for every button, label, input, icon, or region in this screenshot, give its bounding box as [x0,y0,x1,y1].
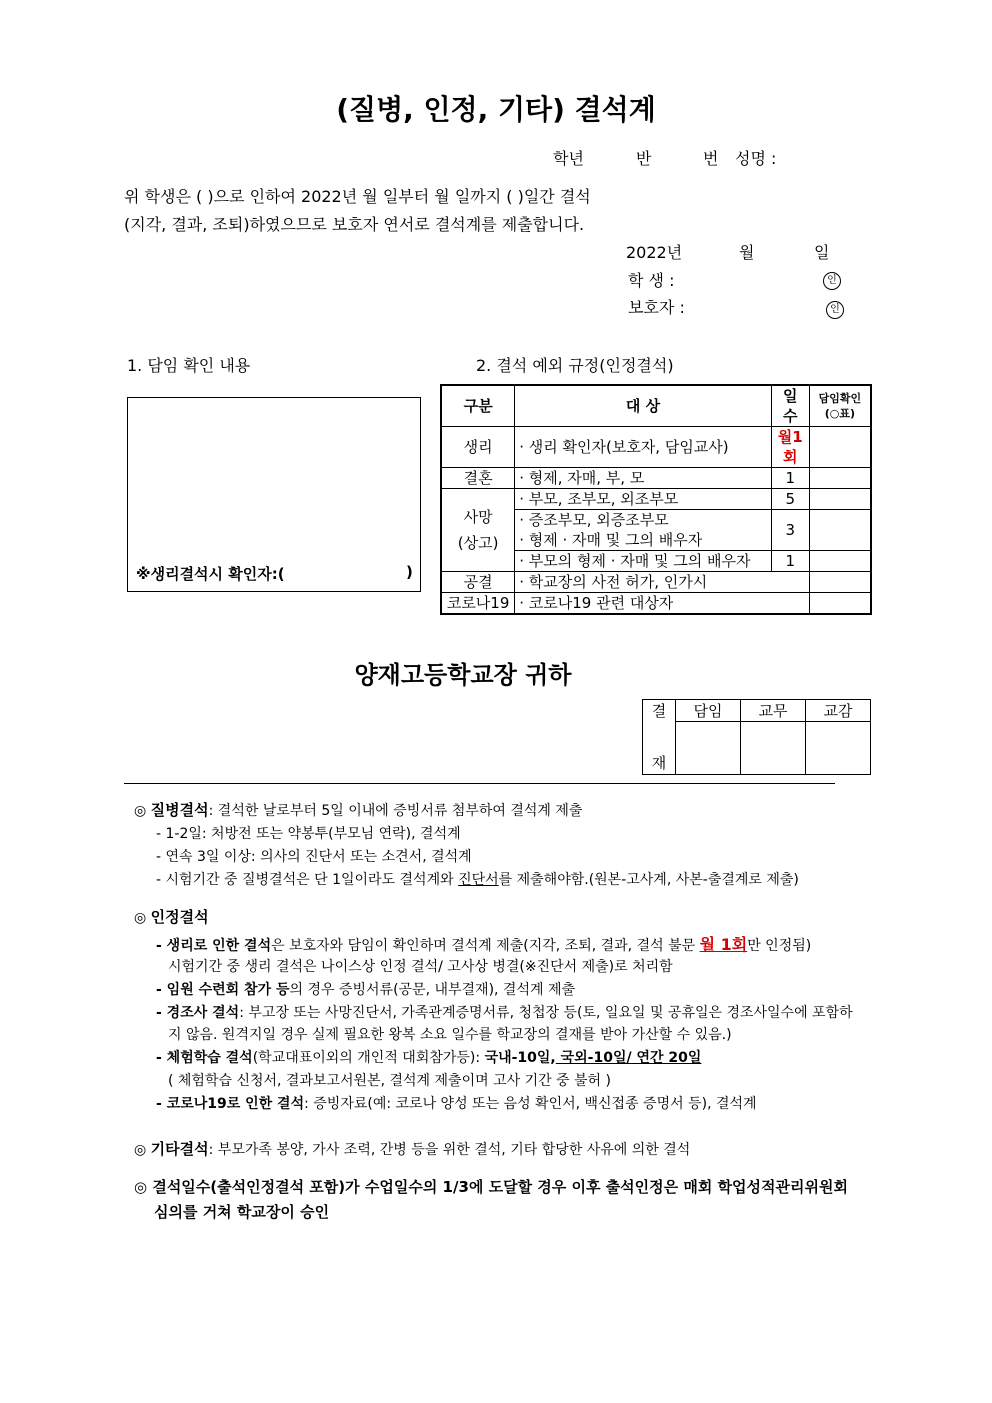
number-label: 번 [703,149,719,168]
note-item-exam [156,869,799,889]
covid-bold: - 코로나19로 인한 결석 [156,1096,305,1112]
approval-side-bottom: 재 [651,754,667,772]
covid-text: : 증빙자료(예: 코로나 양성 또는 음성 확인서, 백신접종 증명서 등), 결석계 [304,1096,757,1112]
row-target: · 형제, 자매, 부, 모 [515,468,772,489]
statement-line-2: (지각, 결과, 조퇴)하였으므로 보호자 연서로 결석계를 제출합니다. [124,215,585,234]
exp-overseas: 국외-10일/ 연간 20일 [555,1050,702,1066]
class-label: 반 [636,149,652,168]
approval-side-top: 결 [651,702,667,720]
note-mark: ◎ [134,1142,147,1158]
note-desc: : 결석한 날로부터 5일 이내에 증빙서류 첨부하여 결석계 제출 [208,803,583,819]
row-target: · 부모, 조부모, 외조부모 [515,489,772,510]
row-check-cell[interactable] [809,572,871,593]
approval-col-homeroom: 담임 [676,700,741,722]
table-row [441,593,871,615]
note-item-training [156,979,575,999]
row-days: 1 [771,468,809,489]
row-check-cell[interactable] [809,551,871,572]
row-check-cell[interactable] [809,510,871,551]
period-text-end: 만 인정됨) [747,938,812,954]
student-seal: 인 [823,272,841,290]
row-target: · 코로나19 관련 대상자 [515,593,809,615]
section2-heading: 2. 결석 예외 규정(인정결석) [476,356,674,375]
col-homeroom-check-mark: (○표) [824,407,855,420]
row-target-line: · 형제 · 자매 및 그의 배우자 [519,531,703,549]
table-row [441,468,871,489]
row-category: 공결 [441,572,515,593]
row-days: 월1회 [771,427,809,468]
row-check-cell[interactable] [809,427,871,468]
note-item-experience [156,1047,701,1067]
approval-sign-homeroom[interactable] [676,722,741,775]
approval-box [642,699,871,775]
note-item-period-exam: 시험기간 중 생리 결석은 나이스상 인정 결석/ 고사상 병결(※진단서 제출)로 처리함 [168,959,673,975]
note-final [134,1176,848,1197]
note-final-line1: 결석일수(출석인정결석 포함)가 수업일수의 1/3에 도달할 경우 이후 출석인정은 매회 학업성적관리위원회 [152,1178,848,1196]
note-other [134,1138,690,1159]
row-target: · 학교장의 사전 허가, 인가시 [515,572,809,593]
note-title: 인정결석 [150,908,209,926]
row-days: 1 [771,551,809,572]
homeroom-confirm-box [127,397,421,592]
divider [124,783,835,784]
approval-col-academic: 교무 [741,700,806,722]
note-item-event [156,1002,853,1022]
date-year: 2022년 [626,243,683,262]
exception-rules-table [440,384,872,615]
grade-label: 학년 [553,149,584,168]
row-target-line: · 증조부모, 외증조부모 [519,511,669,529]
exam-text: - 시험기간 중 질병결석은 단 1일이라도 결석계와 [156,872,459,888]
note-item-covid [156,1093,757,1113]
note-mark: ◎ [134,803,147,819]
note-item-event-cont: 지 않음. 원격지일 경우 실제 필요한 왕복 소요 일수를 학교장의 결재를 받아 가산할 수 있음.) [168,1027,732,1043]
row-check-cell[interactable] [809,593,871,615]
approval-sign-vice-principal[interactable] [806,722,871,775]
exp-text: (학교대표이외의 개인적 대회참가등): [252,1050,485,1066]
note-title: 질병결석 [150,801,209,819]
period-confirm-label: ※생리결석시 확인자:( [136,565,285,583]
date-day: 일 [814,243,830,262]
row-category-death [441,489,515,572]
note-desc: : 부모가족 봉양, 가사 조력, 간병 등을 위한 결석, 기타 합당한 사유에 의한 결석 [208,1142,691,1158]
row-days: 5 [771,489,809,510]
period-text: 은 보호자와 담임이 확인하며 결석계 제출(지각, 조퇴, 결과, 결석 불문 [271,938,700,954]
row-days: 3 [771,510,809,551]
note-title: 기타결석 [150,1140,209,1158]
event-bold: - 경조사 결석 [156,1005,240,1021]
row-target-multi [515,510,772,551]
table-row [441,572,871,593]
row-category: 코로나19 [441,593,515,615]
training-bold: - 임원 수련회 참가 등 [156,982,290,998]
note-final-line2: 심의를 거쳐 학교장이 승인 [154,1203,330,1221]
approval-side [643,700,676,775]
addressee: 양재고등학교장 귀하 [354,661,572,689]
note-mark: ◎ [134,910,147,926]
guardian-seal: 인 [826,301,844,319]
event-text: : 부고장 또는 사망진단서, 가족관계증명서류, 청첩장 등(토, 일요일 및 공휴일은 경조사일수에 포함하 [239,1005,853,1021]
period-limit: 월 1회 [699,935,748,954]
note-item-experience-cont: ( 체험학습 신청서, 결과보고서원본, 결석계 제출이며 고사 기간 중 불허 ) [168,1073,611,1089]
training-text: 의 경우 증빙서류(공문, 내부결재), 결석계 제출 [289,982,576,998]
col-homeroom-check [809,385,871,427]
exp-bold: - 체험학습 결석 [156,1050,253,1066]
exp-domestic: 국내-10일, [484,1050,556,1066]
row-target: · 부모의 형제 · 자매 및 그의 배우자 [515,551,772,572]
death-sub-label: (상고) [457,534,499,552]
period-confirm-close: ) [406,563,413,581]
row-category: 생리 [441,427,515,468]
note-item: - 1-2일: 처방전 또는 약봉투(부모님 연락), 결석계 [156,826,461,842]
approval-sign-academic[interactable] [741,722,806,775]
note-mark: ◎ [134,1178,148,1196]
note-sick [134,799,582,820]
date-month: 월 [739,243,755,262]
exam-underlined: 진단서 [458,872,499,888]
note-item: - 연속 3일 이상: 의사의 진단서 또는 소견서, 결석계 [156,849,472,865]
guardian-sign-label: 보호자 : [628,298,685,317]
table-row [441,427,871,468]
name-label: 성명 : [735,149,777,168]
row-target: · 생리 확인자(보호자, 담임교사) [515,427,772,468]
row-check-cell[interactable] [809,468,871,489]
statement-line-1: 위 학생은 ( )으로 인하여 2022년 월 일부터 월 일까지 ( )일간 결석 [124,187,591,206]
col-category: 구분 [441,385,515,427]
row-category: 결혼 [441,468,515,489]
approval-col-vice-principal: 교감 [806,700,871,722]
col-target: 대 상 [515,385,772,427]
col-days: 일수 [771,385,809,427]
section1-heading: 1. 담임 확인 내용 [127,356,251,375]
row-check-cell[interactable] [809,489,871,510]
page-title: (질병, 인정, 기타) 결석계 [336,93,656,126]
student-sign-label: 학 생 : [628,271,675,290]
col-homeroom-check-label: 담임확인 [818,392,862,405]
exam-text-end: 를 제출해야함.(원본-고사계, 사본-출결계로 제출) [498,872,799,888]
table-row [441,489,871,510]
death-label: 사망 [463,508,493,526]
note-approved [134,906,209,927]
period-bold: - 생리로 인한 결석 [156,938,272,954]
note-item-period [156,932,811,955]
